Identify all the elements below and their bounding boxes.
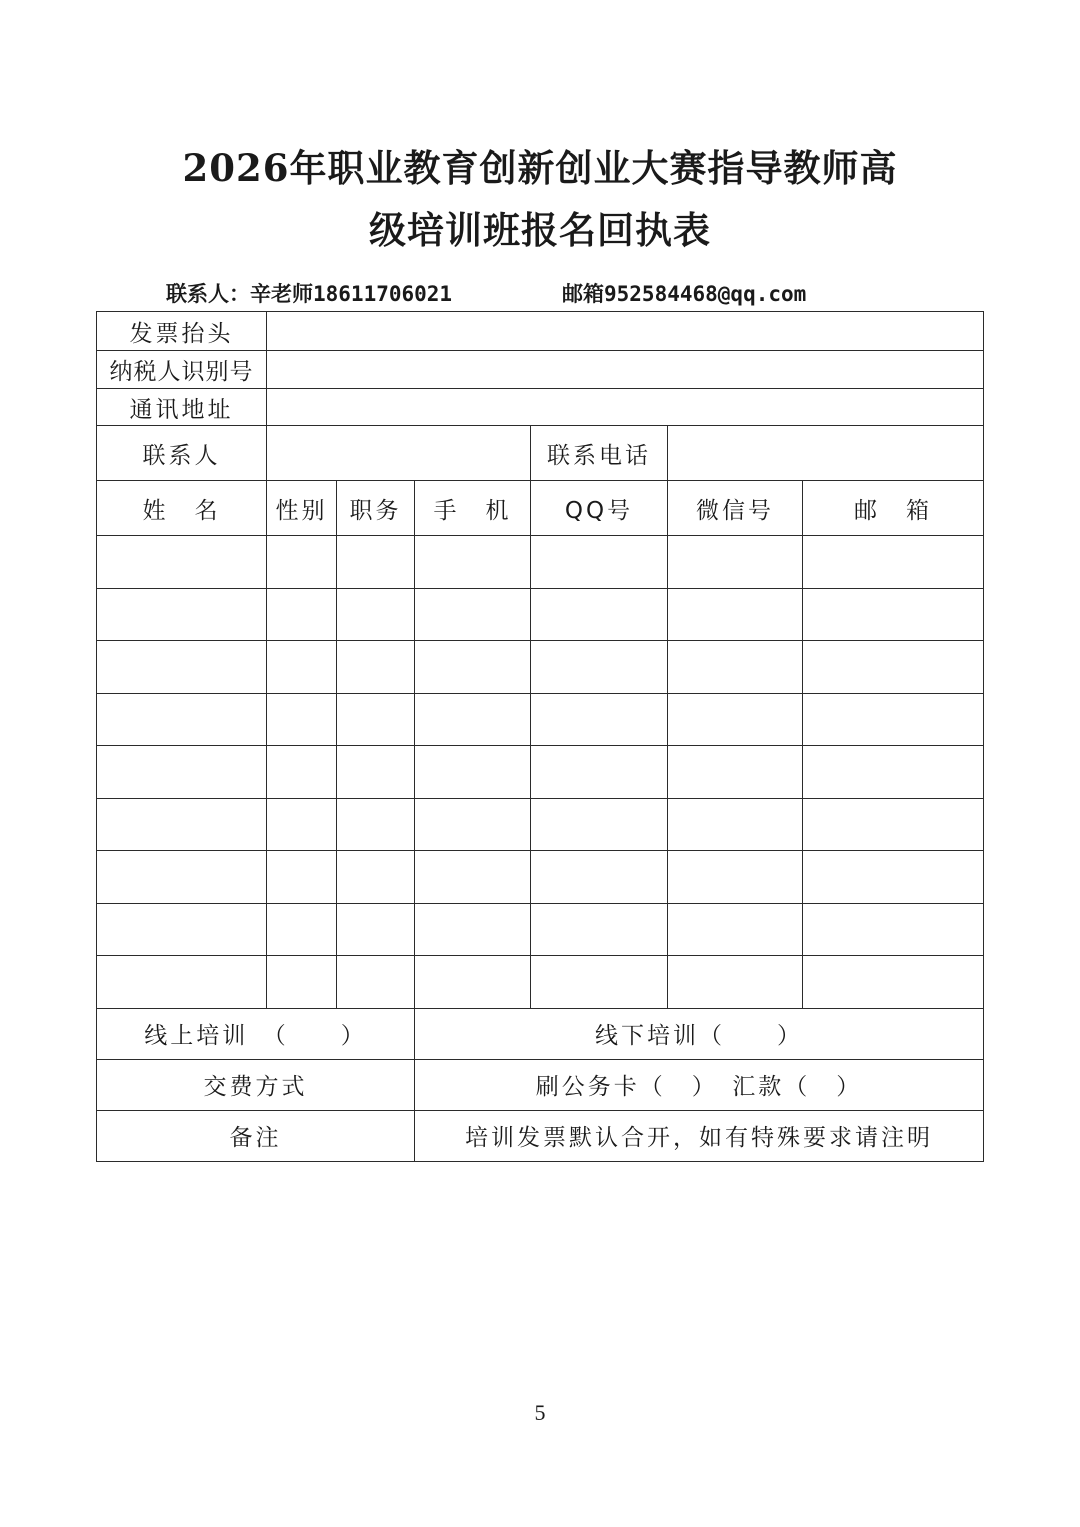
participant-wechat-cell[interactable]	[668, 956, 803, 1009]
participant-mobile-cell[interactable]	[415, 693, 531, 746]
participant-qq-cell[interactable]	[531, 851, 668, 904]
participant-mobile-cell[interactable]	[415, 903, 531, 956]
payment-options[interactable]: 刷公务卡（ ） 汇款（ ）	[415, 1059, 984, 1110]
participant-gender-cell[interactable]	[267, 798, 337, 851]
participant-gender-cell[interactable]	[267, 903, 337, 956]
column-header-mobile: 手 机	[415, 481, 531, 536]
participant-row	[97, 956, 984, 1009]
participant-wechat-cell[interactable]	[668, 851, 803, 904]
participant-mobile-cell[interactable]	[415, 956, 531, 1009]
tax-id-label: 纳税人识别号	[97, 351, 267, 389]
participant-wechat-cell[interactable]	[668, 693, 803, 746]
column-header-qq: QQ号	[531, 481, 668, 536]
participant-name-cell[interactable]	[97, 903, 267, 956]
participant-row	[97, 588, 984, 641]
online-training-option[interactable]: 线上培训 （ ）	[97, 1008, 415, 1059]
participant-mobile-cell[interactable]	[415, 641, 531, 694]
notes-row	[97, 1110, 984, 1161]
phone-field[interactable]	[668, 426, 984, 481]
participant-wechat-cell[interactable]	[668, 903, 803, 956]
column-header-email: 邮 箱	[803, 481, 984, 536]
participant-gender-cell[interactable]	[267, 956, 337, 1009]
participant-row	[97, 851, 984, 904]
participant-qq-cell[interactable]	[531, 903, 668, 956]
participant-email-cell[interactable]	[803, 956, 984, 1009]
participant-name-cell[interactable]	[97, 588, 267, 641]
notes-value: 培训发票默认合开，如有特殊要求请注明	[415, 1110, 984, 1161]
contact-person: 联系人：辛老师18611706021	[166, 282, 453, 306]
registration-form-table	[96, 311, 984, 1162]
participant-mobile-cell[interactable]	[415, 746, 531, 799]
participant-gender-cell[interactable]	[267, 641, 337, 694]
participant-row	[97, 693, 984, 746]
participant-position-cell[interactable]	[337, 641, 415, 694]
contact-field[interactable]	[267, 426, 531, 481]
participant-position-cell[interactable]	[337, 536, 415, 589]
participant-row	[97, 641, 984, 694]
address-field[interactable]	[267, 389, 984, 426]
participant-qq-cell[interactable]	[531, 641, 668, 694]
invoice-title-field[interactable]	[267, 312, 984, 351]
training-mode-row	[97, 1008, 984, 1059]
participant-qq-cell[interactable]	[531, 588, 668, 641]
participant-gender-cell[interactable]	[267, 536, 337, 589]
participant-position-cell[interactable]	[337, 903, 415, 956]
participant-email-cell[interactable]	[803, 746, 984, 799]
participant-name-cell[interactable]	[97, 798, 267, 851]
participant-qq-cell[interactable]	[531, 693, 668, 746]
participant-name-cell[interactable]	[97, 536, 267, 589]
participant-position-cell[interactable]	[337, 588, 415, 641]
participant-name-cell[interactable]	[97, 956, 267, 1009]
tax-id-row	[97, 351, 984, 389]
payment-row	[97, 1059, 984, 1110]
participant-qq-cell[interactable]	[531, 956, 668, 1009]
participant-email-cell[interactable]	[803, 851, 984, 904]
address-label: 通讯地址	[97, 389, 267, 426]
participant-name-cell[interactable]	[97, 693, 267, 746]
participant-gender-cell[interactable]	[267, 746, 337, 799]
notes-label: 备注	[97, 1110, 415, 1161]
participant-row	[97, 536, 984, 589]
participant-gender-cell[interactable]	[267, 693, 337, 746]
address-row	[97, 389, 984, 426]
column-header-gender: 性别	[267, 481, 337, 536]
document-title-line-2: 级培训班报名回执表	[369, 208, 711, 252]
participant-wechat-cell[interactable]	[668, 746, 803, 799]
contact-row	[97, 426, 984, 481]
participant-mobile-cell[interactable]	[415, 536, 531, 589]
column-header-name: 姓 名	[97, 481, 267, 536]
participant-name-cell[interactable]	[97, 746, 267, 799]
contact-email: 邮箱952584468@qq.com	[562, 282, 807, 306]
participant-email-cell[interactable]	[803, 536, 984, 589]
participant-mobile-cell[interactable]	[415, 588, 531, 641]
participant-header-row	[97, 481, 984, 536]
participant-gender-cell[interactable]	[267, 588, 337, 641]
payment-label: 交费方式	[97, 1059, 415, 1110]
participant-email-cell[interactable]	[803, 798, 984, 851]
participant-email-cell[interactable]	[803, 588, 984, 641]
participant-position-cell[interactable]	[337, 746, 415, 799]
column-header-wechat: 微信号	[668, 481, 803, 536]
participant-wechat-cell[interactable]	[668, 798, 803, 851]
participant-name-cell[interactable]	[97, 641, 267, 694]
participant-wechat-cell[interactable]	[668, 536, 803, 589]
phone-label: 联系电话	[531, 426, 668, 481]
participant-position-cell[interactable]	[337, 956, 415, 1009]
participant-row	[97, 746, 984, 799]
participant-name-cell[interactable]	[97, 851, 267, 904]
participant-qq-cell[interactable]	[531, 798, 668, 851]
participant-position-cell[interactable]	[337, 798, 415, 851]
participant-row	[97, 903, 984, 956]
participant-wechat-cell[interactable]	[668, 641, 803, 694]
invoice-title-label: 发票抬头	[97, 312, 267, 351]
participant-position-cell[interactable]	[337, 851, 415, 904]
participant-qq-cell[interactable]	[531, 536, 668, 589]
participant-email-cell[interactable]	[803, 641, 984, 694]
column-header-position: 职务	[337, 481, 415, 536]
participant-position-cell[interactable]	[337, 693, 415, 746]
document-title-line-1: 2026年职业教育创新创业大赛指导教师高	[182, 146, 898, 190]
participant-mobile-cell[interactable]	[415, 798, 531, 851]
participant-email-cell[interactable]	[803, 693, 984, 746]
page-number: 5	[534, 1400, 546, 1425]
participant-email-cell[interactable]	[803, 903, 984, 956]
participant-gender-cell[interactable]	[267, 851, 337, 904]
tax-id-field[interactable]	[267, 351, 984, 389]
participant-row	[97, 798, 984, 851]
participant-mobile-cell[interactable]	[415, 851, 531, 904]
participant-qq-cell[interactable]	[531, 746, 668, 799]
contact-label: 联系人	[97, 426, 267, 481]
offline-training-option[interactable]: 线下培训（ ）	[415, 1008, 984, 1059]
participant-wechat-cell[interactable]	[668, 588, 803, 641]
invoice-title-row	[97, 312, 984, 351]
